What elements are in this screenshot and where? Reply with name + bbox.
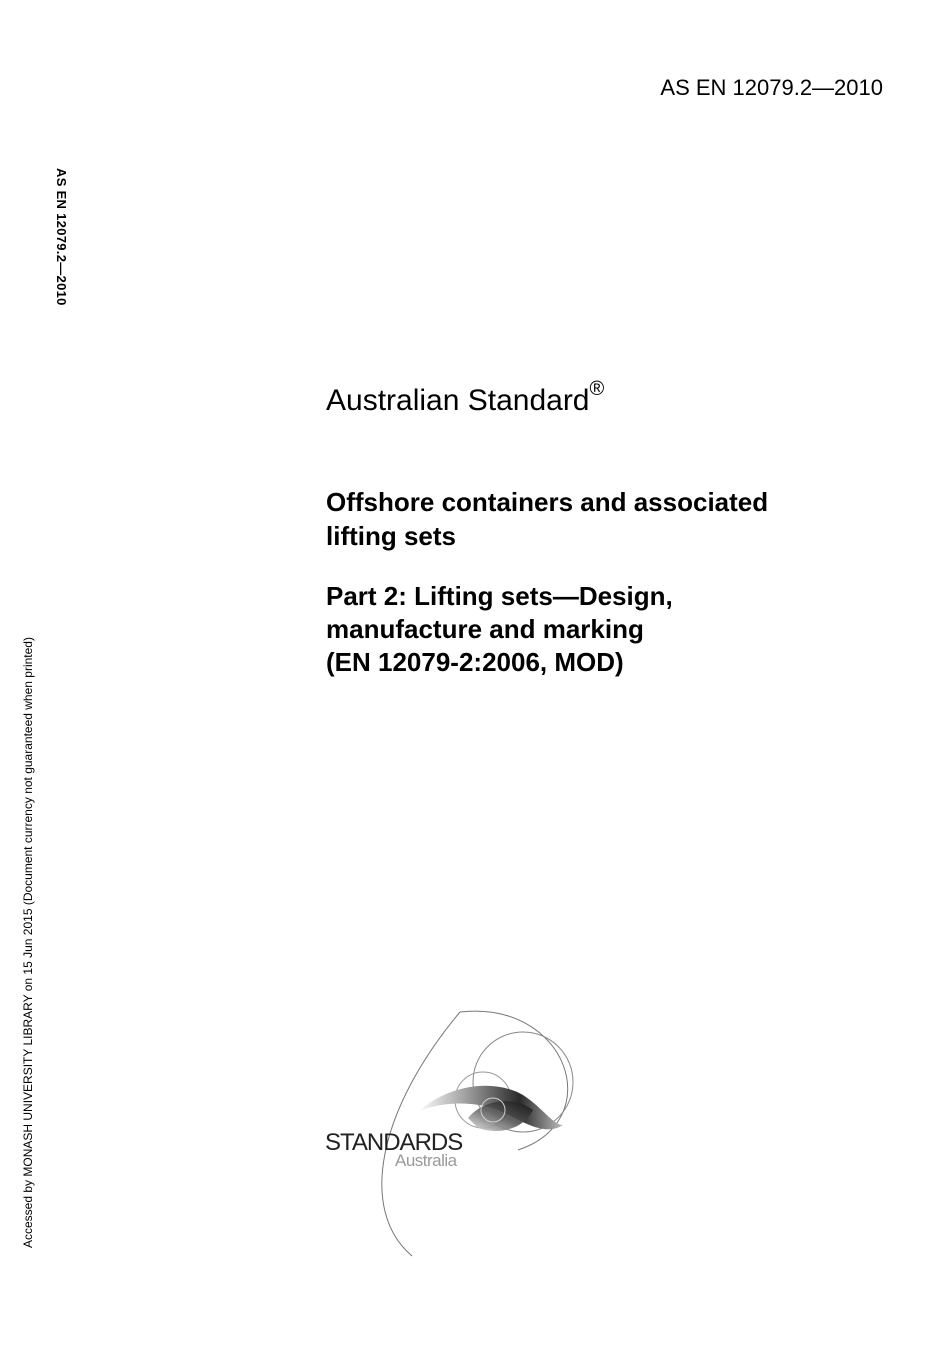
part-line: manufacture and marking [326, 614, 644, 644]
logo-subtitle: Australia [395, 1151, 457, 1170]
series-title [326, 378, 605, 418]
standards-australia-logo [318, 1000, 588, 1270]
registered-mark: ® [589, 378, 605, 400]
part-title [326, 580, 886, 679]
logo-swoosh-inner [468, 1101, 533, 1131]
part-line: (EN 12079-2:2006, MOD) [326, 647, 624, 677]
spine-document-code: AS EN 12079.2—2010 [54, 168, 69, 306]
logo-arc-outer [460, 1011, 568, 1150]
title-line: Offshore containers and associated [326, 487, 769, 517]
part-line: Part 2: Lifting sets—Design, [326, 581, 673, 611]
access-note: Accessed by MONASH UNIVERSITY LIBRARY on 15 Jun 2015 (Document currency not guaranteed when printed) [21, 637, 35, 1248]
document-title [326, 485, 886, 553]
series-name: Australian Standard [326, 384, 590, 417]
title-line: lifting sets [326, 521, 457, 551]
document-number: AS EN 12079.2—2010 [660, 75, 883, 100]
logo-wordmark: STANDARDS [325, 1129, 463, 1156]
